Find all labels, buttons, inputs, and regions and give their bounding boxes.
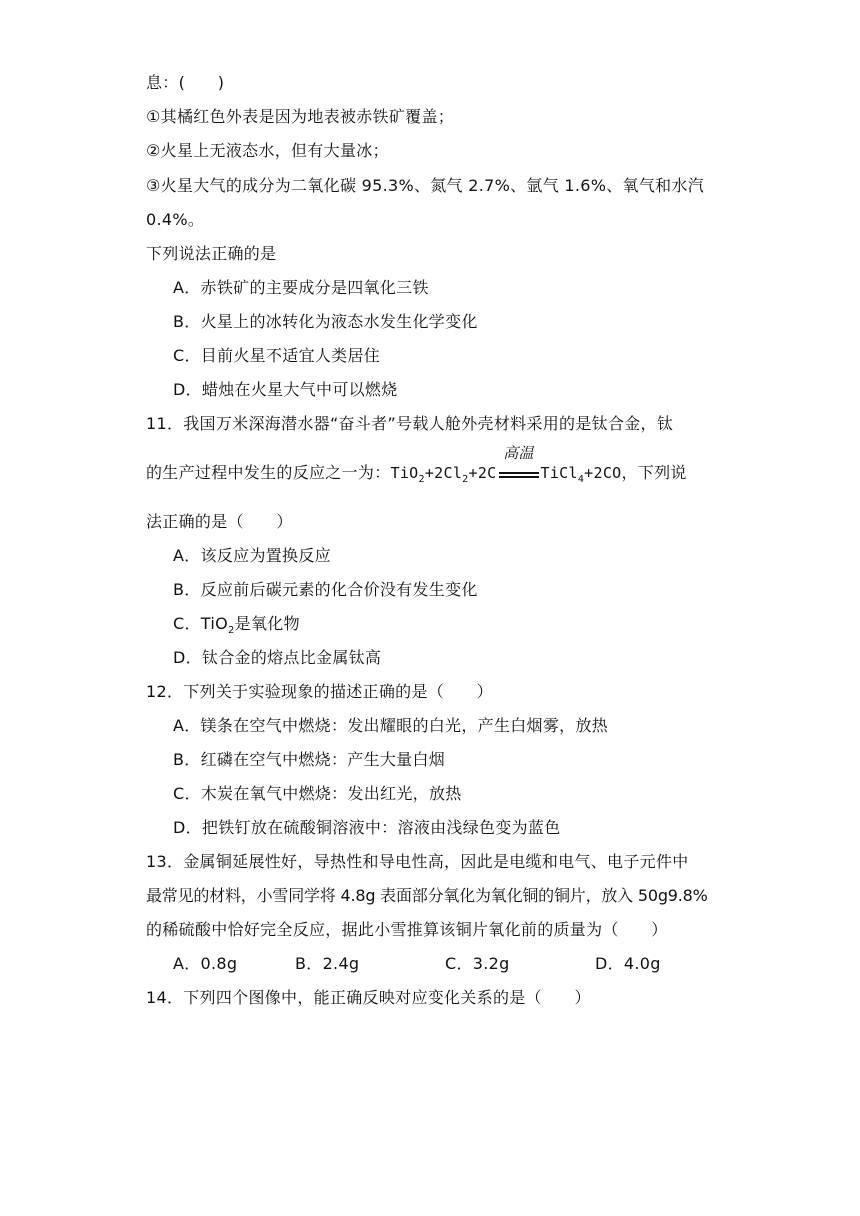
equals-bar-top	[499, 472, 539, 474]
eq-co: +2CO	[584, 464, 622, 482]
q11-option-a: A．该反应为置换反应	[173, 546, 331, 565]
q13-option-c: C．3.2g	[445, 954, 510, 973]
q11-stem-line-1: 11．我国万米深海潜水器“奋斗者”号载人舱外壳材料采用的是钛合金，钛	[146, 414, 674, 433]
q11-option-b: B．反应前后碳元素的化合价没有发生变化	[173, 580, 478, 599]
q13-stem-line-2: 最常见的材料，小雪同学将 4.8g 表面部分氧化为氧化铜的铜片，放入 50g9.8%	[146, 886, 708, 905]
q13-option-a: A．0.8g	[173, 954, 238, 973]
eq-sub: 4	[577, 474, 585, 485]
q11-option-c-text: C．TiO	[173, 614, 228, 633]
q10-info-1: ①其橘红色外表是因为地表被赤铁矿覆盖；	[146, 107, 455, 126]
q12-option-b: B．红磷在空气中燃烧：产生大量白烟	[173, 750, 446, 769]
q13-option-d: D．4.0g	[595, 954, 661, 973]
q11-stem-suffix: ，下列说	[621, 463, 687, 482]
q10-continuation: 息：( )	[146, 73, 225, 92]
eq-cl: +2Cl	[424, 464, 463, 482]
q13-option-b: B．2.4g	[295, 954, 360, 973]
q11-option-c-sub: 2	[228, 625, 235, 636]
q12-stem: 12．下列关于实验现象的描述正确的是（ ）	[146, 682, 493, 701]
q10-prompt: 下列说法正确的是	[146, 244, 277, 263]
reaction-arrow	[497, 444, 541, 483]
reaction-condition: 高温	[503, 444, 534, 462]
q11-stem-prefix: 的生产过程中发生的反应之一为：	[146, 463, 391, 482]
q11-option-c	[173, 614, 300, 634]
eq-tio: TiO	[390, 464, 419, 482]
equals-bar-bottom	[499, 476, 539, 478]
q12-option-d: D．把铁钉放在硫酸铜溶液中：溶液由浅绿色变为蓝色	[173, 818, 561, 837]
eq-sub: 2	[418, 474, 425, 485]
eq-c: +2C	[468, 464, 497, 482]
q11-option-c-text: 是氧化物	[234, 614, 300, 633]
q10-info-3: ③火星大气的成分为二氧化碳 95.3%、氮气 2.7%、氩气 1.6%、氧气和水汽	[146, 176, 705, 195]
q13-stem-line-1: 13．金属铜延展性好，导热性和导电性高，因此是电缆和电气、电子元件中	[146, 852, 689, 871]
q10-option-b: B．火星上的冰转化为液态水发生化学变化	[173, 312, 478, 331]
q13-options	[173, 954, 661, 974]
q11-stem-line-2	[146, 444, 687, 485]
eq-ticl: TiCl	[540, 464, 578, 482]
q12-option-a: A．镁条在空气中燃烧：发出耀眼的白光，产生白烟雾，放热	[173, 716, 609, 735]
q12-option-c: C．木炭在氧气中燃烧：发出红光，放热	[173, 784, 462, 803]
q10-info-3-cont: 0.4%。	[146, 210, 205, 229]
eq-sub: 2	[462, 474, 469, 485]
q10-info-2: ②火星上无液态水，但有大量冰；	[146, 141, 389, 160]
q13-stem-line-3: 的稀硫酸中恰好完全反应，据此小雪推算该铜片氧化前的质量为（ ）	[146, 920, 668, 939]
q11-stem-line-3: 法正确的是（ ）	[146, 512, 293, 531]
q10-option-d: D．蜡烛在火星大气中可以燃烧	[173, 380, 398, 399]
q10-option-a: A．赤铁矿的主要成分是四氧化三铁	[173, 278, 429, 297]
q11-option-d: D．钛合金的熔点比金属钛高	[173, 648, 382, 667]
chemical-equation	[390, 444, 622, 485]
q14-stem: 14．下列四个图像中，能正确反映对应变化关系的是（ ）	[146, 988, 591, 1007]
q10-option-c: C．目前火星不适宜人类居住	[173, 346, 381, 365]
